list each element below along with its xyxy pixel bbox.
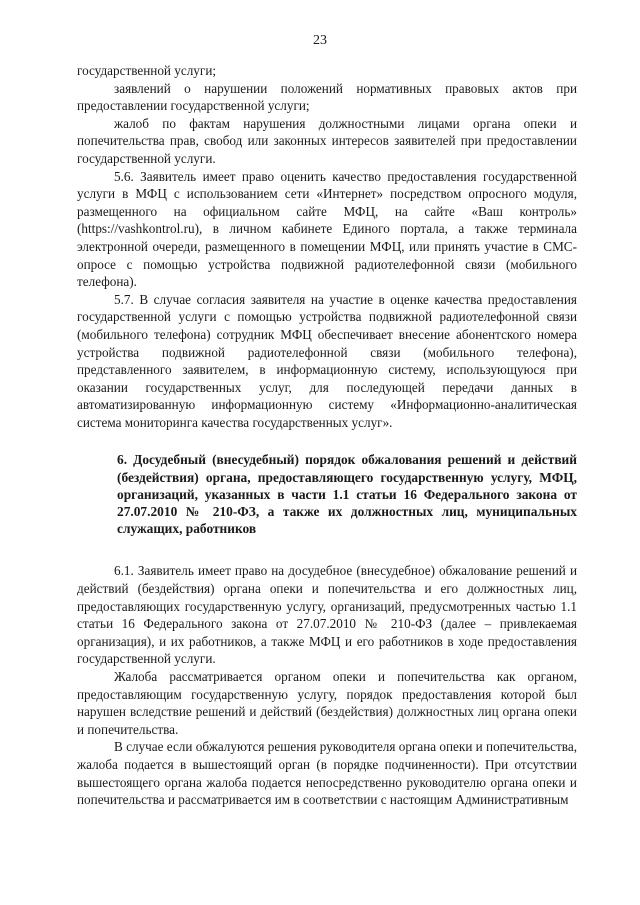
paragraph: В случае если обжалуются решения руководителя органа опеки и попечительства, жалоба подается в вышестоящий орган (в порядке подчиненности). При отсутствии вышестоящего органа жалоба подается непосредственно руководителю органа опеки и попечительства и рассматривается им в соответствии с настоящим Административным bbox=[77, 739, 577, 808]
paragraph: жалоб по фактам нарушения должностными лицами органа опеки и попечительства прав, свобод или законных интересов заявителей при предоставлении государственной услуги. bbox=[77, 115, 577, 166]
paragraph-6-1: 6.1. Заявитель имеет право на досудебное (внесудебное) обжалование решений и действий (бездействия) органа опеки и попечительства и его должностных лиц, предоставляющих государственную услугу, организаций, предусмотренных частью 1.1 статьи 16 Федерального закона от 27.07.2010 № 210-ФЗ (далее – привлекаемая организация), и их работников, а также МФЦ и его работников в ходе предоставления государственной услуги. bbox=[77, 563, 577, 667]
paragraph: государственной услуги; bbox=[77, 63, 217, 78]
paragraph-5-7: 5.7. В случае согласия заявителя на участие в оценке качества предоставления государственной услуги с помощью устройства подвижной радиотелефонной связи (мобильного телефона) сотрудник МФЦ обеспечивает внесение абонентского номера устройства подвижной радиотелефонной связи (мобильного телефона), представленного заявителем, в информационную систему, использующуюся при оказании государственных услуг, для последующей передачи данных в автоматизированную информационную систему «Информационно-аналитическая система мониторинга качества государственных услуг». bbox=[77, 291, 577, 430]
page-number: 23 bbox=[313, 33, 327, 48]
paragraph: Жалоба рассматривается органом опеки и попечительства как органом, предоставляющим государственную услугу, порядок предоставления которой был нарушен вследствие решений и действий (бездействия) должностных лиц органа опеки и попечительства. bbox=[77, 669, 577, 737]
paragraph: заявлений о нарушении положений нормативных правовых актов при предоставлении государственной услуги; bbox=[77, 80, 577, 114]
document-body bbox=[77, 62, 577, 809]
paragraph-5-6: 5.6. Заявитель имеет право оценить качество предоставления государственной услуги в МФЦ с использованием сети «Интернет» посредством опросного модуля, размещенного на официальном сайте МФЦ, на сайте «Ваш контроль» (https://vashkontrol.ru), в личном кабинете Единого портала, а также терминала электронной очереди, размещенного в помещении МФЦ, или принять участие в СМС-опросе с помощью устройства подвижной радиотелефонной связи (мобильного телефона). bbox=[77, 168, 577, 290]
section-heading: 6. Досудебный (внесудебный) порядок обжалования решений и действий (бездействия) органа, предоставляющего государственную услугу, МФЦ, организаций, указанных в части 1.1 статьи 16 Федерального закона от 27.07.2010 № 210-ФЗ, а также их должностных лиц, муниципальных служащих, работников bbox=[117, 452, 577, 537]
